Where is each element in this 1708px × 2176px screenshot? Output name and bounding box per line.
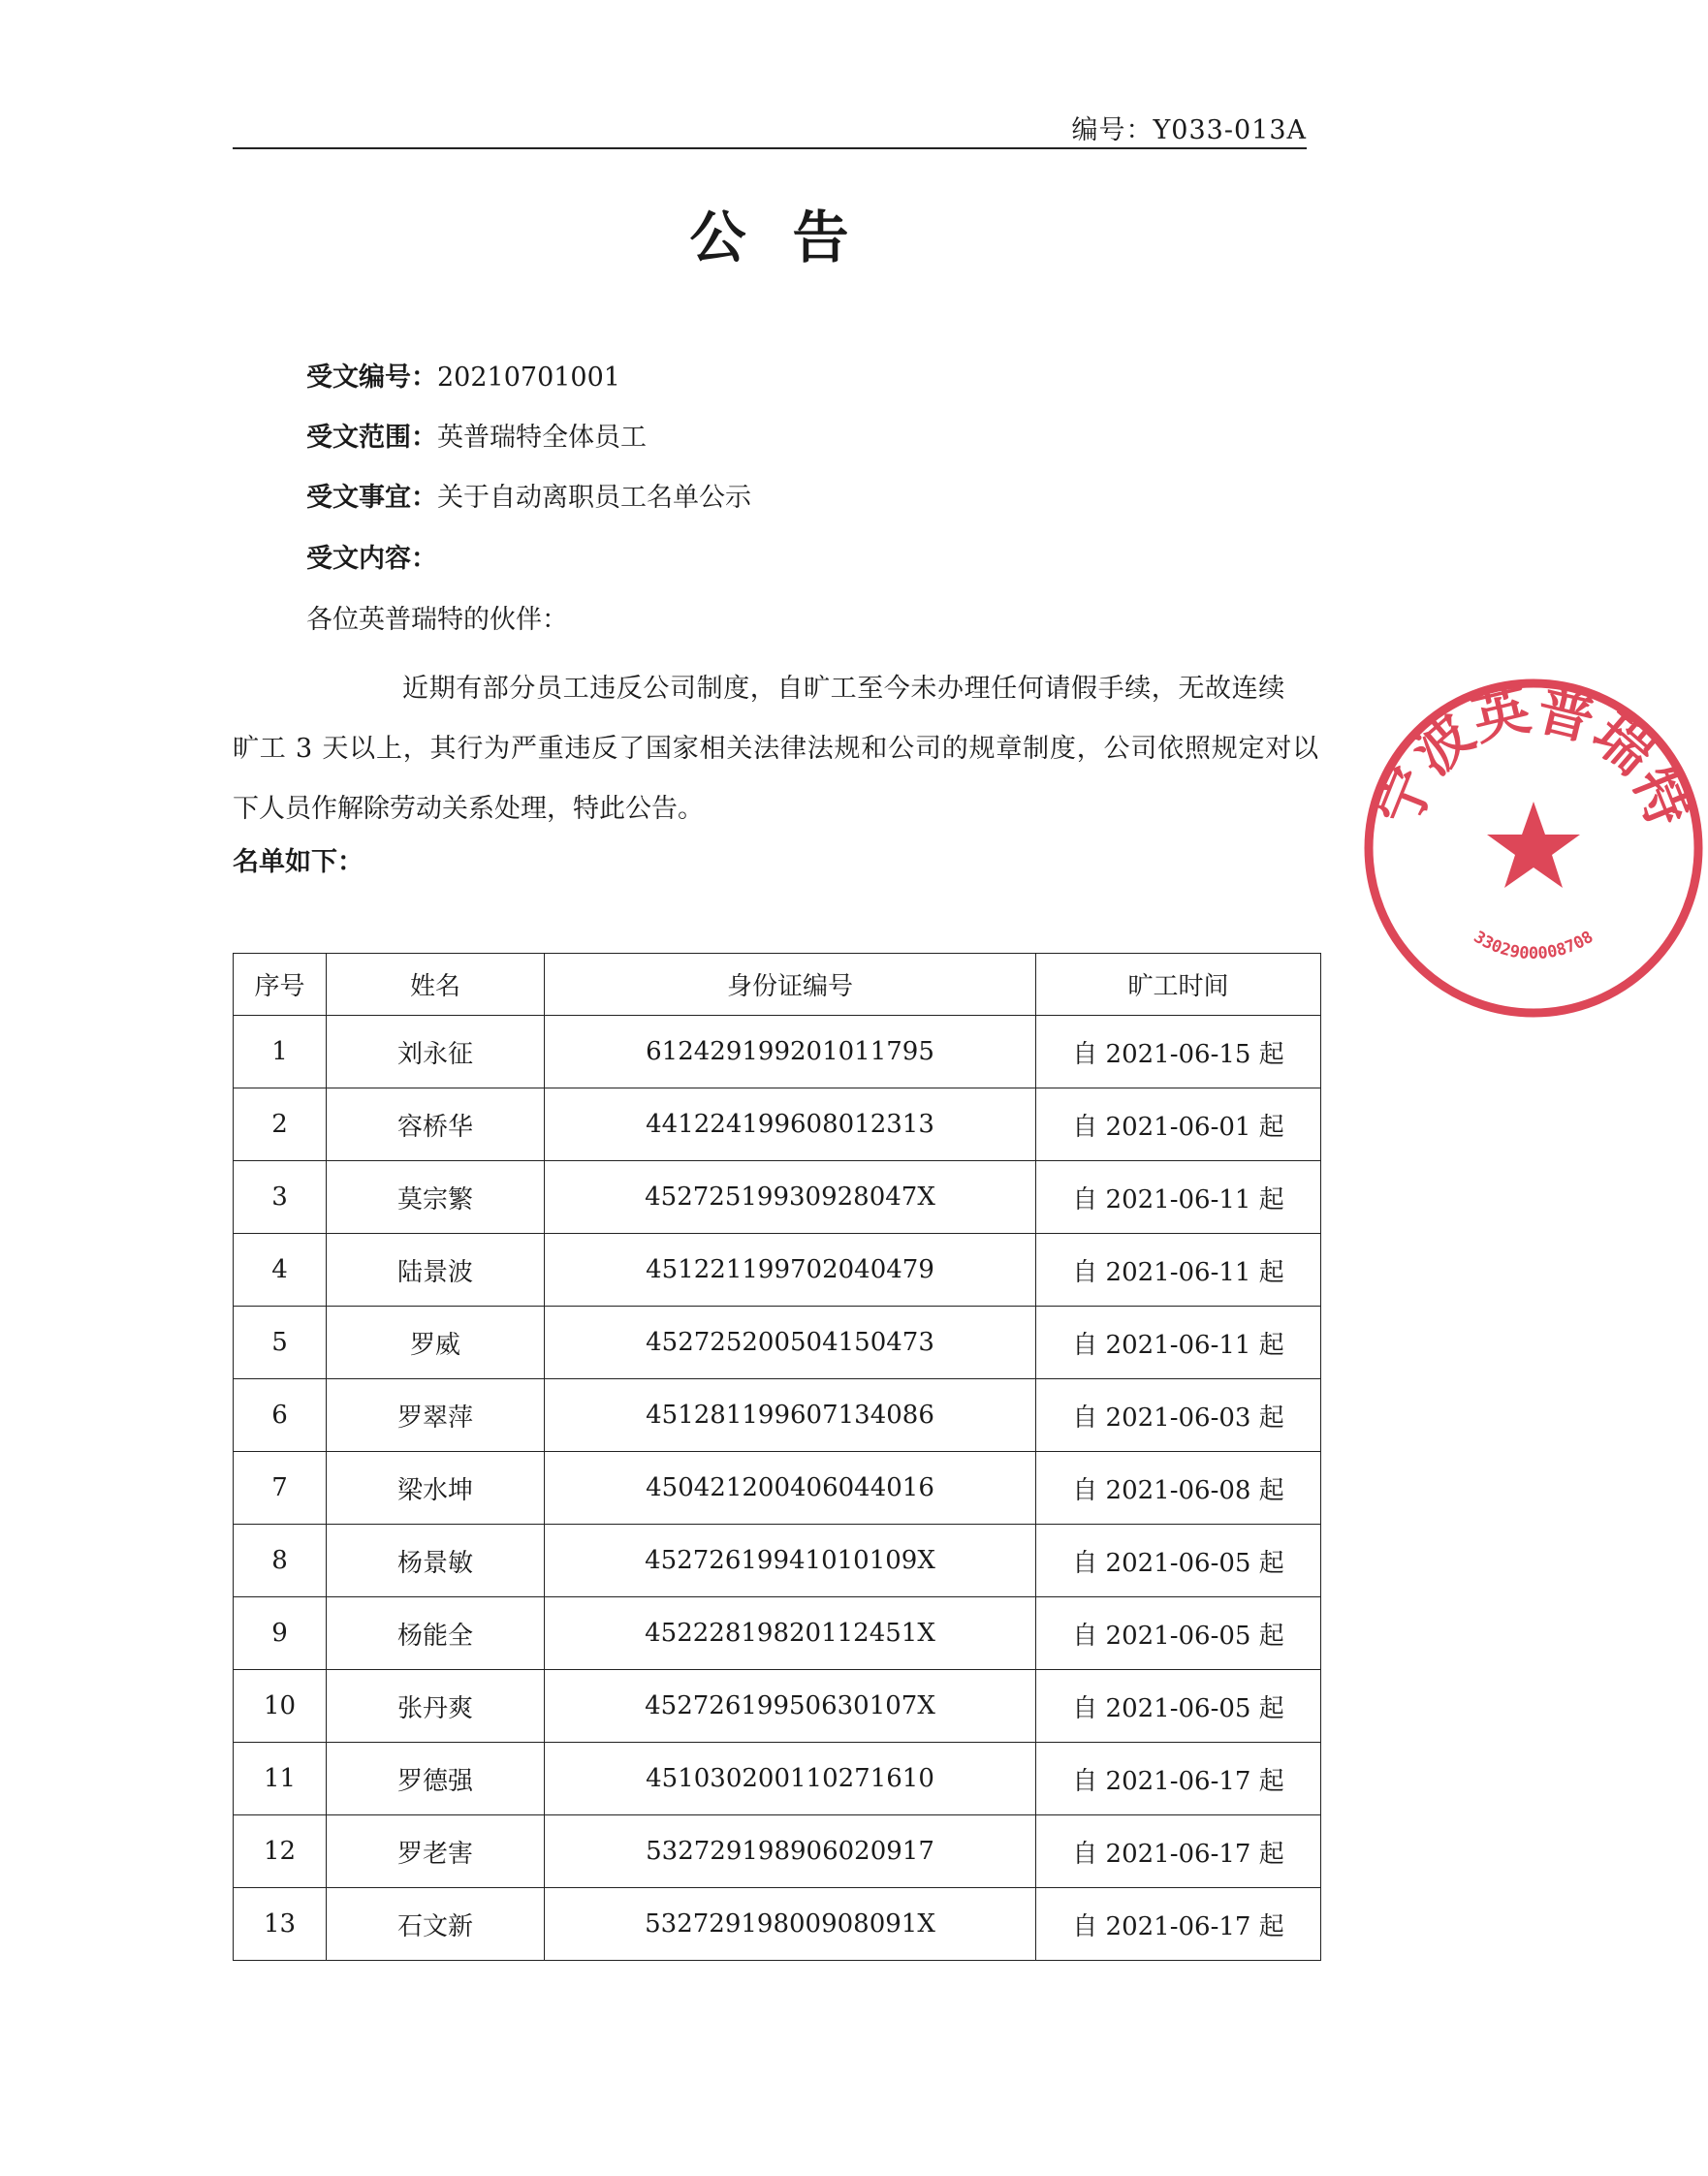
cell-absence-date: 自 2021-06-11 起 [1036, 1161, 1321, 1234]
company-seal [1359, 674, 1708, 1023]
cell-index: 4 [234, 1234, 327, 1307]
table-row [234, 1743, 1321, 1815]
cell-id-number: 452725200504150473 [545, 1307, 1036, 1379]
table-row [234, 1307, 1321, 1379]
dismissal-table [233, 953, 1321, 1961]
cell-index: 11 [234, 1743, 327, 1815]
cell-absence-date: 自 2021-06-11 起 [1036, 1307, 1321, 1379]
paragraph-line: 近期有部分员工违反公司制度，自旷工至今未办理任何请假手续，无故连续 [402, 674, 1285, 704]
cell-name: 莫宗繁 [327, 1161, 545, 1234]
cell-id-number: 451030200110271610 [545, 1743, 1036, 1815]
cell-id-number: 45222819820112451X [545, 1597, 1036, 1670]
cell-absence-date: 自 2021-06-17 起 [1036, 1743, 1321, 1815]
cell-index: 8 [234, 1525, 327, 1597]
cell-name: 陆景波 [327, 1234, 545, 1307]
cell-absence-date: 自 2021-06-15 起 [1036, 1016, 1321, 1088]
paragraph-line: 旷工 3 天以上，其行为严重违反了国家相关法律法规和公司的规章制度，公司依照规定对以 [233, 734, 1319, 764]
header-name: 姓名 [327, 954, 545, 1016]
cell-absence-date: 自 2021-06-08 起 [1036, 1452, 1321, 1525]
cell-absence-date: 自 2021-06-17 起 [1036, 1888, 1321, 1961]
seal-star-icon [1487, 802, 1580, 888]
paragraph-line: 下人员作解除劳动关系处理，特此公告。 [233, 794, 704, 824]
field-subject [306, 479, 751, 518]
document-number: 编号：Y033-013A [1071, 115, 1307, 145]
field-ref-no-label: 受文编号： [306, 363, 437, 393]
table-row [234, 1088, 1321, 1161]
table-row [234, 1888, 1321, 1961]
table-row [234, 1525, 1321, 1597]
field-scope-label: 受文范围： [306, 423, 437, 453]
seal-code-arc [1471, 928, 1597, 963]
cell-name: 杨能全 [327, 1597, 545, 1670]
cell-id-number: 45272619941010109X [545, 1525, 1036, 1597]
cell-id-number: 53272919800908091X [545, 1888, 1036, 1961]
cell-id-number: 450421200406044016 [545, 1452, 1036, 1525]
cell-id-number: 532729198906020917 [545, 1815, 1036, 1888]
table-row [234, 1597, 1321, 1670]
cell-name: 刘永征 [327, 1016, 545, 1088]
notice-paragraph [233, 659, 1319, 839]
cell-absence-date: 自 2021-06-01 起 [1036, 1088, 1321, 1161]
cell-id-number: 45272519930928047X [545, 1161, 1036, 1234]
field-ref-no [306, 359, 620, 397]
page-title: 公告 [689, 205, 896, 270]
field-ref-no-value: 20210701001 [437, 363, 620, 393]
cell-id-number: 612429199201011795 [545, 1016, 1036, 1088]
header-rule [233, 147, 1307, 149]
cell-absence-date: 自 2021-06-05 起 [1036, 1597, 1321, 1670]
field-content-label: 受文内容： [306, 544, 437, 574]
cell-index: 10 [234, 1670, 327, 1743]
table-row [234, 1161, 1321, 1234]
cell-index: 9 [234, 1597, 327, 1670]
cell-name: 容桥华 [327, 1088, 545, 1161]
table-row [234, 1379, 1321, 1452]
cell-absence-date: 自 2021-06-03 起 [1036, 1379, 1321, 1452]
field-content [306, 540, 437, 579]
cell-name: 杨景敏 [327, 1525, 545, 1597]
cell-index: 5 [234, 1307, 327, 1379]
field-subject-value: 关于自动离职员工名单公示 [437, 483, 751, 513]
field-scope [306, 419, 647, 457]
header-id-number: 身份证编号 [545, 954, 1036, 1016]
field-subject-label: 受文事宜： [306, 483, 437, 513]
cell-index: 2 [234, 1088, 327, 1161]
seal-name-text: 宁波英普瑞特 [1364, 676, 1703, 836]
cell-id-number: 45272619950630107X [545, 1670, 1036, 1743]
cell-name: 石文新 [327, 1888, 545, 1961]
cell-name: 罗威 [327, 1307, 545, 1379]
cell-index: 13 [234, 1888, 327, 1961]
table-row [234, 1815, 1321, 1888]
cell-id-number: 441224199608012313 [545, 1088, 1036, 1161]
cell-name: 罗老害 [327, 1815, 545, 1888]
table-row [234, 1670, 1321, 1743]
header-absence-date: 旷工时间 [1036, 954, 1321, 1016]
cell-name: 张丹爽 [327, 1670, 545, 1743]
cell-index: 7 [234, 1452, 327, 1525]
table-header-row [234, 954, 1321, 1016]
cell-absence-date: 自 2021-06-05 起 [1036, 1525, 1321, 1597]
cell-absence-date: 自 2021-06-11 起 [1036, 1234, 1321, 1307]
cell-index: 1 [234, 1016, 327, 1088]
cell-index: 12 [234, 1815, 327, 1888]
cell-name: 罗翠萍 [327, 1379, 545, 1452]
seal-code-text: 3302900008708 [1470, 927, 1597, 964]
cell-index: 6 [234, 1379, 327, 1452]
table-row [234, 1234, 1321, 1307]
greeting: 各位英普瑞特的伙伴： [306, 605, 568, 635]
field-scope-value: 英普瑞特全体员工 [437, 423, 647, 453]
cell-absence-date: 自 2021-06-17 起 [1036, 1815, 1321, 1888]
cell-name: 梁水坤 [327, 1452, 545, 1525]
cell-index: 3 [234, 1161, 327, 1234]
table-row [234, 1016, 1321, 1088]
list-heading: 名单如下： [233, 847, 364, 877]
cell-absence-date: 自 2021-06-05 起 [1036, 1670, 1321, 1743]
cell-id-number: 451281199607134086 [545, 1379, 1036, 1452]
header-index: 序号 [234, 954, 327, 1016]
table-row [234, 1452, 1321, 1525]
cell-name: 罗德强 [327, 1743, 545, 1815]
cell-id-number: 451221199702040479 [545, 1234, 1036, 1307]
